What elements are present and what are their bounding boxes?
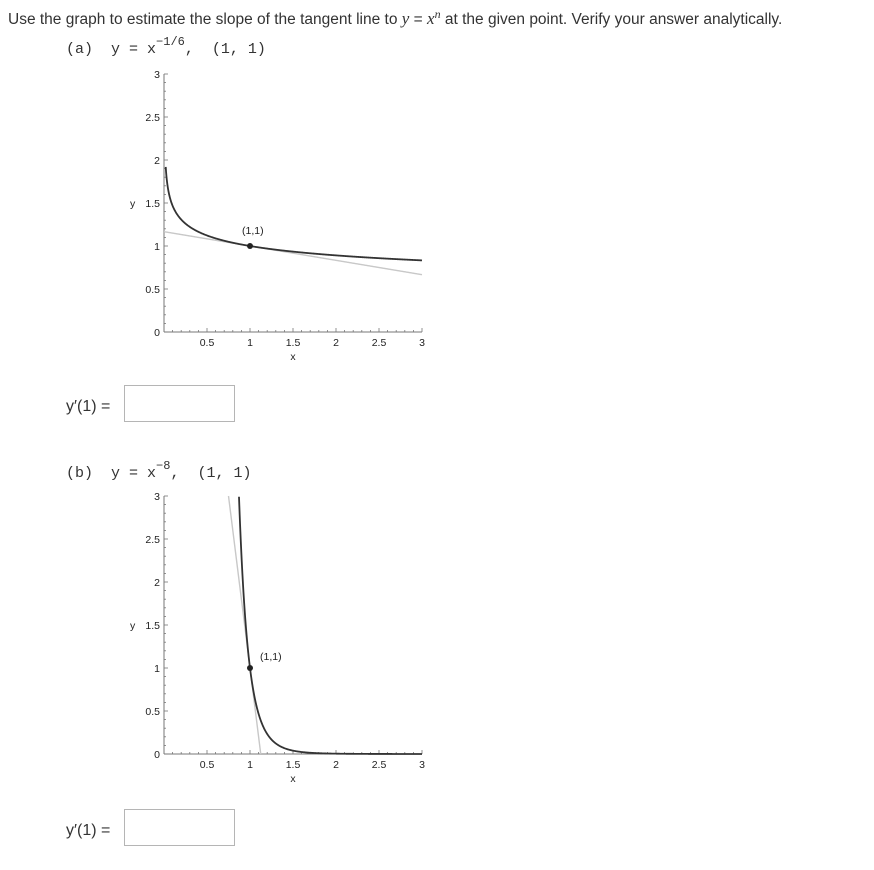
y-tick-label: 2 xyxy=(154,577,160,589)
answer-label-b: y′(1) = xyxy=(66,822,111,839)
point-label: (1,1) xyxy=(260,651,282,663)
y-tick-label: 1 xyxy=(154,241,160,253)
x-tick-label: 1.5 xyxy=(285,337,301,349)
question-text: Use the graph to estimate the slope of the tangent line to $y = x^n$ at the given point. Verify your answer analytically. xyxy=(8,7,783,29)
eq-n: n xyxy=(434,7,441,21)
tangent-point xyxy=(247,665,253,671)
part-a-label: (a) $y = x^{-1/6}$, (1, 1) xyxy=(66,35,266,58)
x-tick-label: 0.5 xyxy=(199,759,215,771)
x-tick-label: 1.5 xyxy=(285,759,301,771)
y-tick-label: 2 xyxy=(154,155,160,167)
y-tick-label: 0.5 xyxy=(145,284,160,296)
x-tick-label: 3 xyxy=(419,759,425,771)
y-tick-label: 1.5 xyxy=(145,198,160,210)
x-tick-label: 2 xyxy=(333,759,339,771)
part-b-label: (b) $y = x^{-8}$, (1, 1) xyxy=(66,459,252,482)
x-tick-label: 2.5 xyxy=(371,337,387,349)
graph-part-b xyxy=(0,482,450,792)
tangent-line xyxy=(229,496,261,754)
y-tick-label: 1.5 xyxy=(145,620,160,632)
function-curve xyxy=(239,497,422,754)
answer-input-b[interactable] xyxy=(124,809,235,846)
point-label: (1,1) xyxy=(242,225,264,237)
x-axis-label: x xyxy=(290,773,296,785)
graph-part-a xyxy=(0,60,450,370)
x-axis-label: x xyxy=(290,351,296,363)
y-axis-label: y xyxy=(130,198,136,210)
x-tick-label: 1 xyxy=(247,337,253,349)
tangent-line xyxy=(164,232,422,275)
y-tick-label: 0 xyxy=(154,327,160,339)
x-tick-label: 1 xyxy=(247,759,253,771)
x-tick-label: 0.5 xyxy=(199,337,215,349)
x-tick-label: 2.5 xyxy=(371,759,387,771)
y-tick-label: 2.5 xyxy=(145,112,160,124)
x-tick-label: 3 xyxy=(419,337,425,349)
y-tick-label: 0 xyxy=(154,749,160,761)
y-axis-label: y xyxy=(130,620,136,632)
y-tick-label: 1 xyxy=(154,663,160,675)
eq-x: x xyxy=(427,9,435,29)
function-curve xyxy=(166,167,422,260)
x-tick-label: 2 xyxy=(333,337,339,349)
y-tick-label: 2.5 xyxy=(145,534,160,546)
y-tick-label: 3 xyxy=(154,491,160,503)
answer-label-a: y′(1) = xyxy=(66,398,111,415)
y-tick-label: 3 xyxy=(154,69,160,81)
answer-row-a xyxy=(66,398,110,416)
answer-row-b xyxy=(66,822,110,840)
eq-y: y xyxy=(401,9,410,29)
tangent-point xyxy=(247,243,253,249)
y-tick-label: 0.5 xyxy=(145,706,160,718)
answer-input-a[interactable] xyxy=(124,385,235,422)
